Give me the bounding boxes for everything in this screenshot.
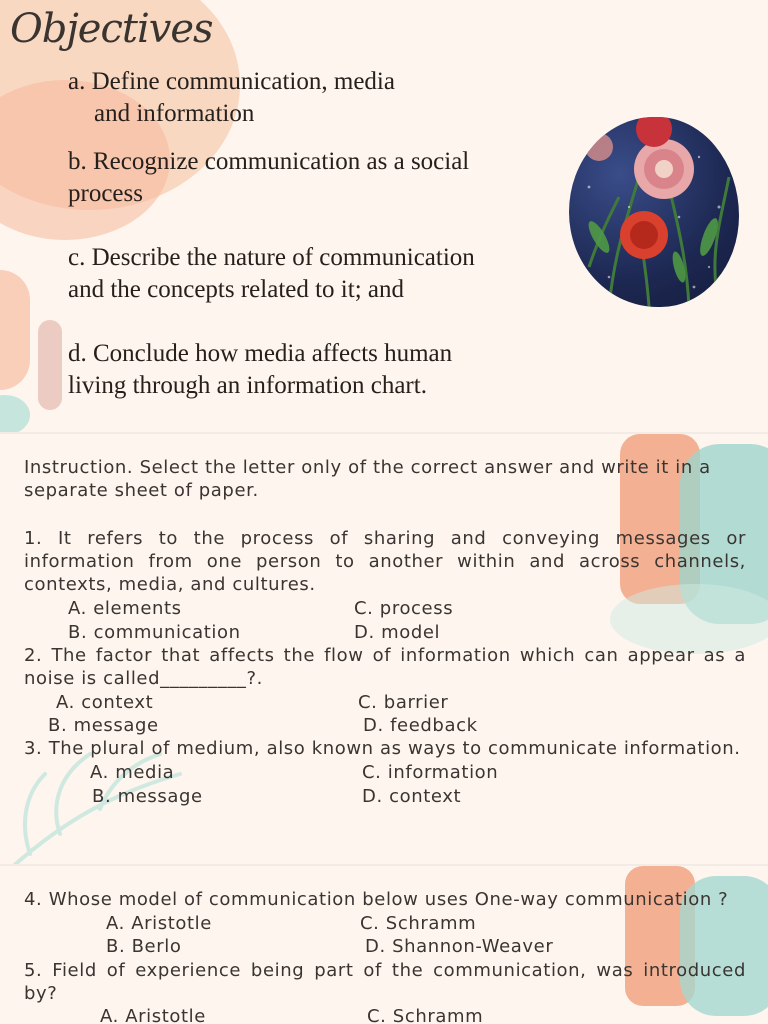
objective-b-line1: b. Recognize communication as a social bbox=[68, 148, 470, 175]
instruction-text: Instruction. Select the letter only of the correct answer and write it in a separate sheet of paper. bbox=[24, 457, 711, 501]
q4-option-a: A. Aristotle bbox=[106, 913, 212, 934]
q3-option-d: D. context bbox=[362, 786, 462, 807]
page-title: Objectives bbox=[10, 6, 213, 52]
flower-photo bbox=[569, 117, 739, 307]
objective-b bbox=[68, 146, 538, 210]
objective-c bbox=[68, 242, 538, 306]
question-4: 4. Whose model of communication below uses One-way communication ? bbox=[24, 889, 729, 910]
pink-stroke-blob bbox=[38, 320, 62, 410]
q1-option-b: B. communication bbox=[68, 622, 241, 643]
q5-option-a: A. Aristotle bbox=[100, 1006, 206, 1024]
objective-a-line1: a. Define communication, media bbox=[68, 68, 395, 95]
flower-illustration bbox=[569, 117, 739, 307]
question-1: 1. It refers to the process of sharing and conveying messages or information from one person to another within and across channels, contexts, media, and cultures. bbox=[24, 528, 746, 595]
peach-stroke-blob bbox=[0, 270, 30, 390]
objectives-page bbox=[0, 0, 768, 432]
q2-option-b: B. message bbox=[48, 715, 159, 736]
objective-c-line2: and the concepts related to it; and bbox=[68, 276, 404, 303]
objective-a-line2: and information bbox=[94, 100, 255, 127]
q3-option-c: C. information bbox=[362, 762, 499, 783]
q1-option-d: D. model bbox=[354, 622, 441, 643]
objective-d-line1: d. Conclude how media affects human bbox=[68, 340, 453, 367]
q2-option-a: A. context bbox=[56, 692, 154, 713]
q2-option-c: C. barrier bbox=[358, 692, 449, 713]
quiz-page-2 bbox=[0, 866, 768, 1024]
q1-option-c: C. process bbox=[354, 598, 454, 619]
quiz-page-1 bbox=[0, 434, 768, 864]
q2-option-d: D. feedback bbox=[363, 715, 478, 736]
q3-option-b: B. message bbox=[92, 786, 203, 807]
q3-option-a: A. media bbox=[90, 762, 175, 783]
objective-d bbox=[68, 338, 538, 402]
objective-a bbox=[68, 66, 538, 130]
objective-c-line1: c. Describe the nature of communication bbox=[68, 244, 475, 271]
mint-paint-blob bbox=[0, 395, 30, 432]
q4-option-b: B. Berlo bbox=[106, 936, 182, 957]
question-3: 3. The plural of medium, also known as ways to communicate information. bbox=[24, 738, 741, 759]
objective-d-line2: living through an information chart. bbox=[68, 372, 427, 399]
question-2: 2. The factor that affects the flow of information which can appear as a noise is called_________?. bbox=[24, 645, 746, 689]
q4-option-d: D. Shannon-Weaver bbox=[365, 936, 554, 957]
q5-option-c: C. Schramm bbox=[367, 1006, 484, 1024]
objective-b-line2: process bbox=[68, 180, 143, 207]
q1-option-a: A. elements bbox=[68, 598, 182, 619]
q4-option-c: C. Schramm bbox=[360, 913, 477, 934]
question-5: 5. Field of experience being part of the communication, was introduced by? bbox=[24, 960, 746, 1004]
